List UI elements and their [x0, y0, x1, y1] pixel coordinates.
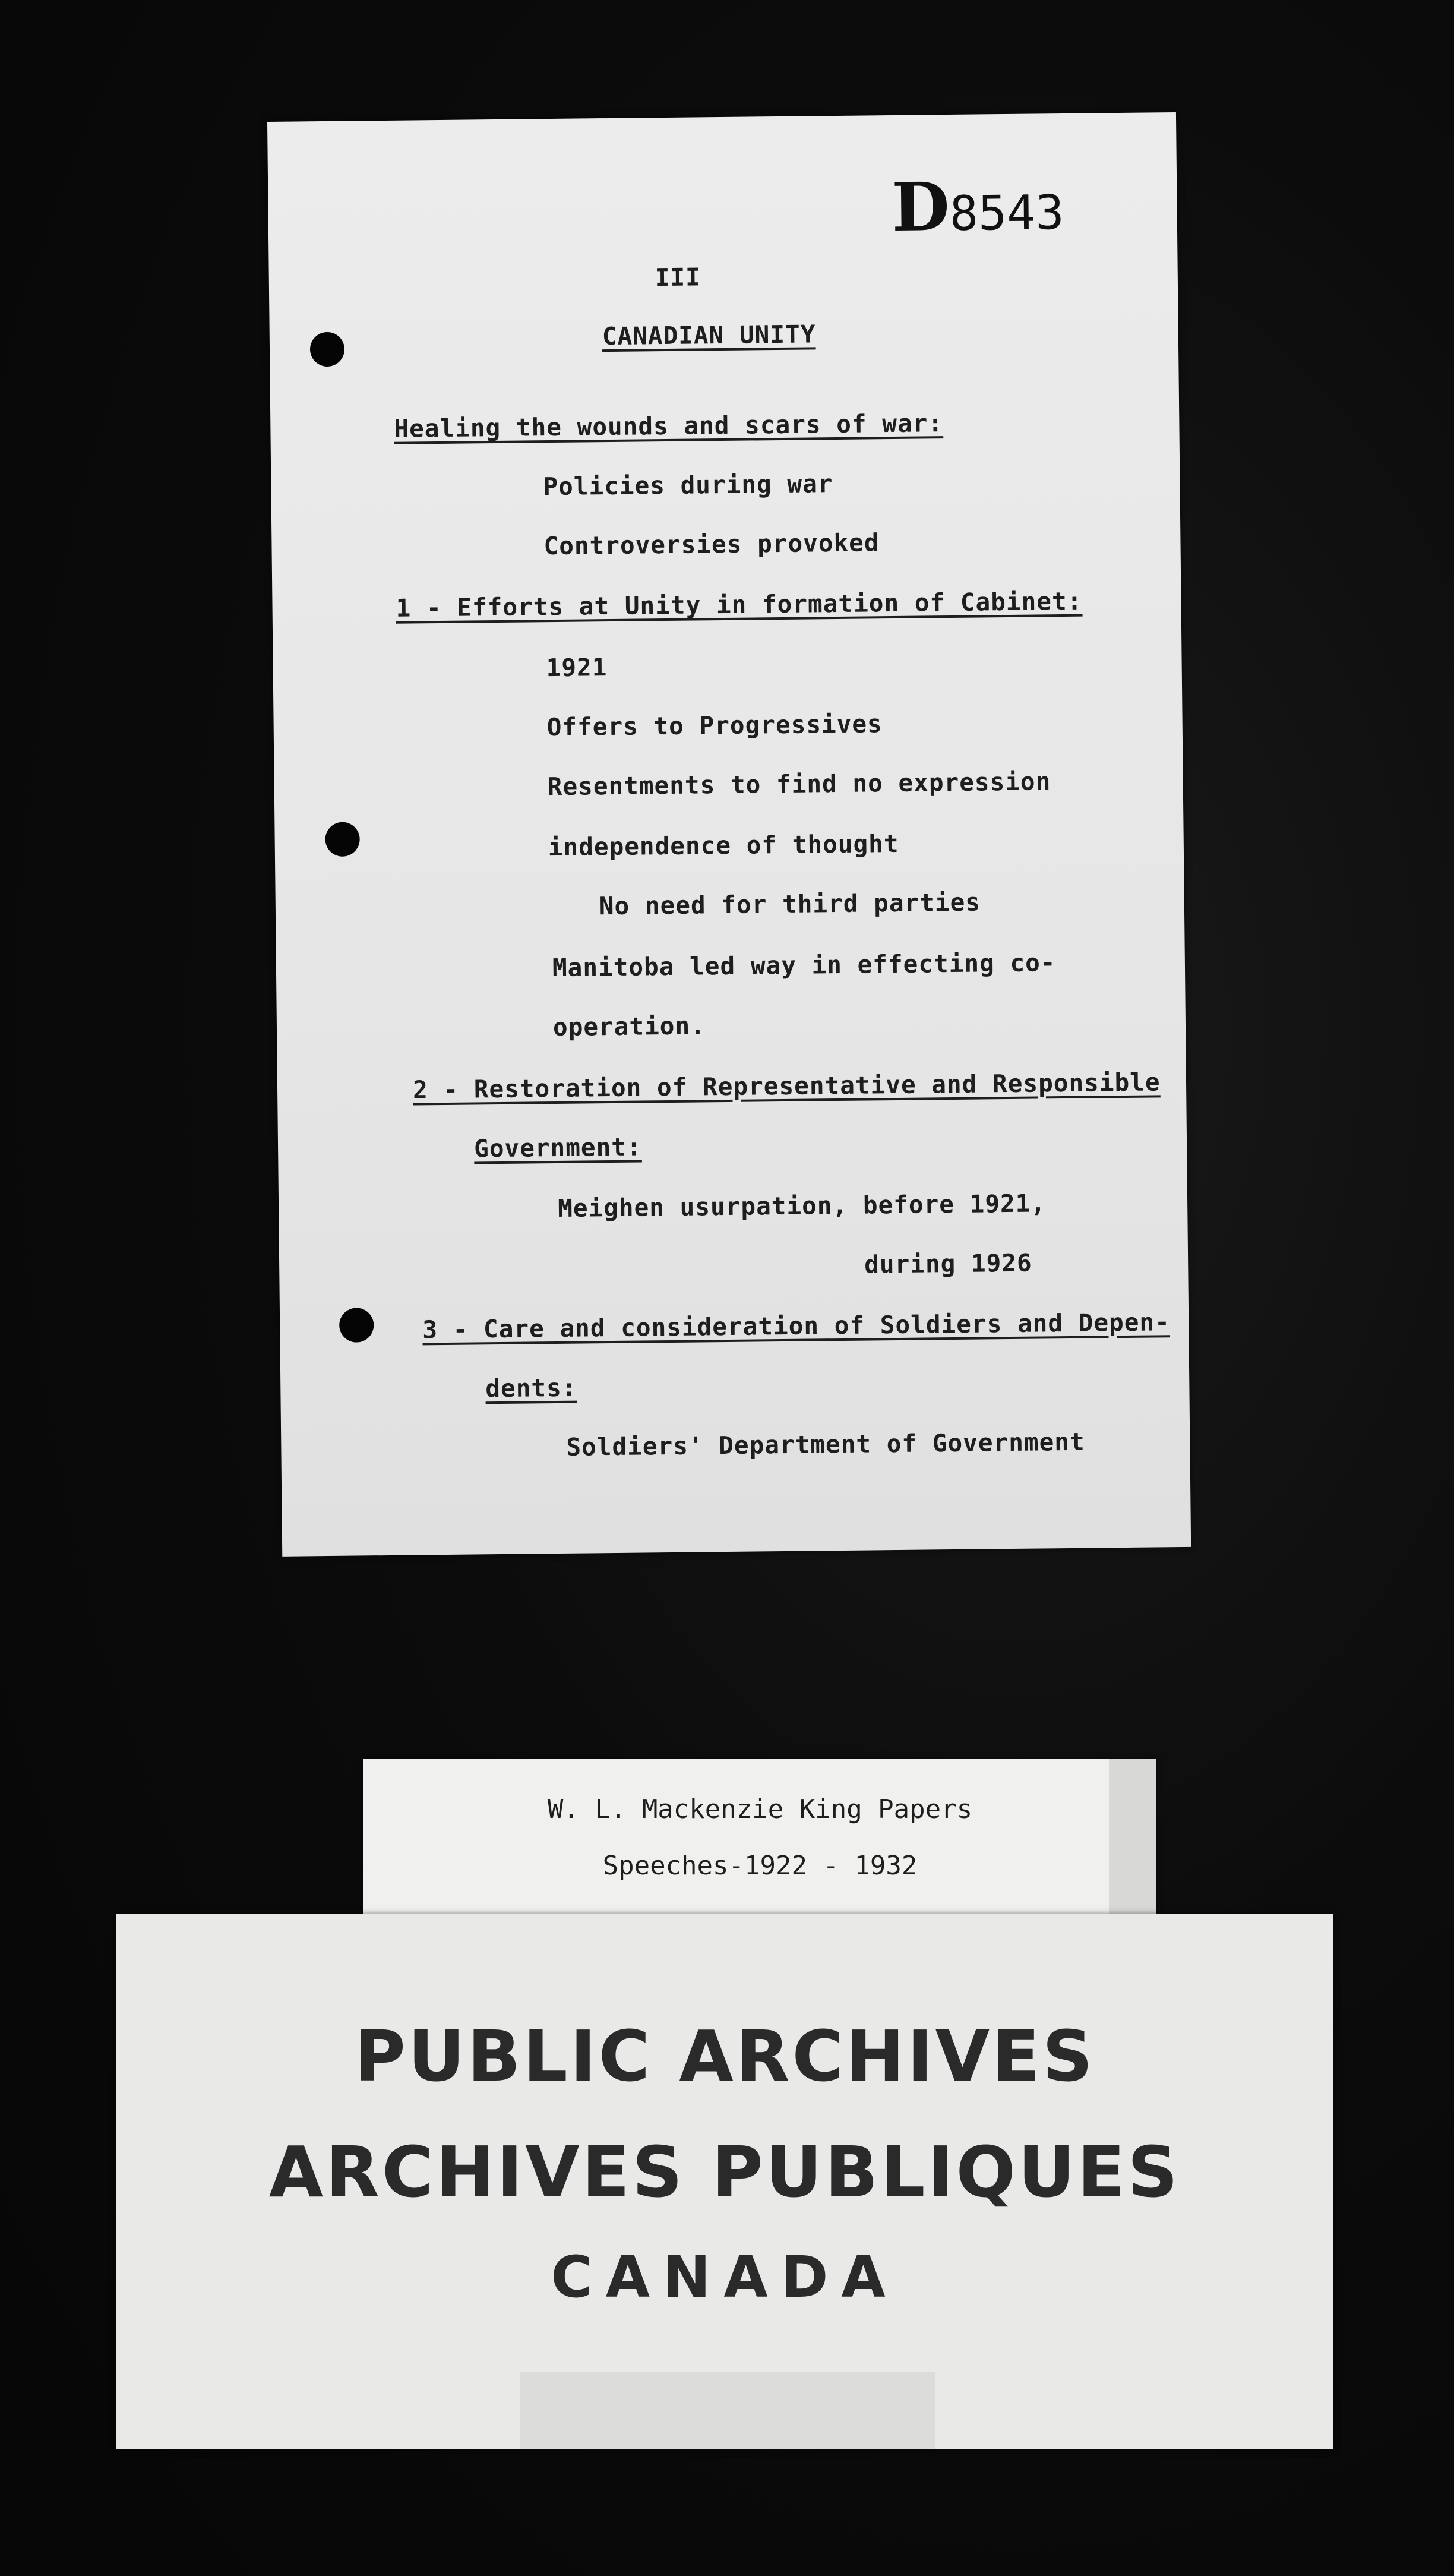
punch-hole-top: [310, 332, 345, 367]
line-resentments: Resentments to find no expression: [547, 767, 1051, 801]
line-third-parties: No need for third parties: [599, 888, 981, 921]
line-during-1926: during 1926: [864, 1248, 1032, 1279]
archives-label-line-3: CANADA: [551, 2244, 899, 2310]
collection-label-line-1: W. L. Mackenzie King Papers: [547, 1794, 973, 1824]
label-stain: [520, 2372, 935, 2449]
archives-label-line-2: ARCHIVES PUBLIQUES: [268, 2131, 1181, 2213]
label-tab: [1109, 1759, 1156, 1914]
archives-label-line-1: PUBLIC ARCHIVES: [354, 2015, 1095, 2097]
line-offers: Offers to Progressives: [546, 709, 883, 742]
line-1921: 1921: [546, 653, 608, 683]
line-manitoba: Manitoba led way in effecting co-: [552, 948, 1056, 983]
heading-item-3-cont: dents:: [485, 1373, 577, 1403]
heading-item-2-cont: Government:: [473, 1132, 642, 1163]
heading-item-2: 2 - Restoration of Representative and Responsible: [412, 1068, 1161, 1104]
line-meighen: Meighen usurpation, before 1921,: [557, 1189, 1047, 1223]
line-operation: operation.: [552, 1011, 706, 1042]
heading-item-1: 1 - Efforts at Unity in formation of Cabinet:: [396, 586, 1083, 623]
section-numeral: III: [655, 263, 701, 292]
section-title: CANADIAN UNITY: [602, 320, 816, 351]
punch-hole-bottom: [339, 1308, 374, 1343]
line-independence: independence of thought: [548, 829, 899, 862]
document-number: D8543: [891, 168, 1064, 247]
punch-hole-middle: [325, 822, 360, 857]
collection-label: [364, 1759, 1156, 1914]
typed-document: [267, 112, 1191, 1557]
collection-label-line-2: Speeches-1922 - 1932: [602, 1851, 918, 1881]
line-policies: Policies during war: [543, 469, 833, 501]
archives-label: [116, 1914, 1333, 2449]
heading-healing: Healing the wounds and scars of war:: [394, 409, 944, 443]
heading-item-3: 3 - Care and consideration of Soldiers and Depen-: [422, 1308, 1171, 1344]
line-soldiers-department: Soldiers' Department of Government: [566, 1427, 1085, 1461]
line-controversies: Controversies provoked: [543, 528, 880, 561]
